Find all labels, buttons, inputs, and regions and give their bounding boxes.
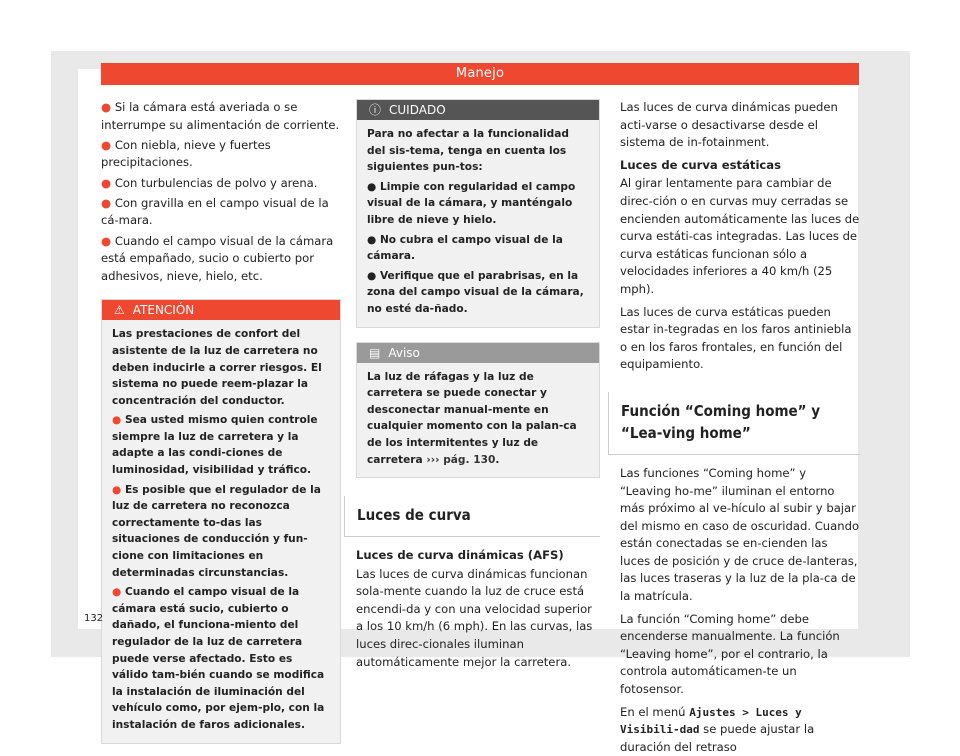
paragraph: Al girar lentamente para cambiar de direc-ción o en curvas muy cerradas se encienden automáticamente las luces de curva estáti-cas integradas. Las luces de curva estáticas funcionan sólo a velocidades inferiores a 40 km/h (25 mph). bbox=[620, 176, 860, 296]
list-item: ● Cuando el campo visual de la cámara está sucio, cubierto o dañado, el funciona-miento del regulador de la luz de carretera puede verse afectado. Esto es válido tam-bién cuando se modifica la instalación de iluminación del vehículo como, por ejem-plo, con la instalación de faros adicionales. bbox=[112, 586, 325, 731]
list-item: ● Es posible que el regulador de la luz de carretera no reconozca correctamente to-das las situaciones de conducción y fun-cione con limitaciones en determinadas circunstancias. bbox=[112, 483, 321, 579]
list-item: ● No cubra el campo visual de la cámara. bbox=[367, 233, 563, 263]
note-box-body: La luz de ráfagas y la luz de carretera se puede conectar y desconectar manual-mente en cualquier momento con la palan-ca de los intermitentes y luz de carretera ››› pág. 130. bbox=[367, 370, 577, 466]
warning-box-body: Las prestaciones de confort del asistente de la luz de carretera no deben inducirle a correr riesgos. El sistema no puede reem-plazar la concentración del conductor. ● Sea usted mismo quien controle siempre la luz de carretera y la adapte a las condi-ciones de luminosidad, visibilidad y tráfico. ● Es posible que el regulador de la luz de carretera no reconozca correctamente to-das las situaciones de conducción y fun-cione con limitaciones en determinadas circunstancias. ● Cuando el campo visual de la cámara está sucio, cubierto o dañado, el funciona-miento del regulador de la luz de carretera puede verse afectado. Esto es válido tam-bién cuando se modifica la instalación de iluminación del vehículo como, por ejem-plo, con la instalación de faros adicionales. bbox=[102, 320, 340, 742]
list-item: ● Si la cámara está averiada o se interrumpe su alimentación de corriente. bbox=[101, 100, 340, 132]
menu-path: Ajustes > Luces y Visibili-dad bbox=[620, 705, 802, 737]
paragraph: Las luces de curva dinámicas funcionan sola-mente cuando la luz de cruce está encendi-da y con una velocidad superior a los 10 km/h (6 mph). En las curvas, las luces direc-cionales iluminan automáticamente mejor la carretera. bbox=[356, 566, 593, 669]
bullet-icon: ● bbox=[101, 100, 115, 114]
bullet-icon: ● bbox=[367, 269, 380, 282]
note-icon: ▤ bbox=[369, 345, 381, 360]
paragraph: La función “Coming home” debe encenderse manualmente. La función “Leaving home”, por el contrario, la controla automáticamen-te un fotosensor. bbox=[620, 611, 840, 697]
caution-box bbox=[356, 99, 600, 328]
warning-box-header: ⚠ ATENCIÓN bbox=[102, 300, 340, 320]
bullet-icon: ● bbox=[101, 195, 115, 210]
subsection-title: Luces de curva estáticas bbox=[620, 157, 782, 172]
list-item: ● Con turbulencias de polvo y arena. bbox=[101, 175, 318, 190]
caution-box-header: ⓘ CUIDADO bbox=[357, 100, 599, 120]
list-item: ● Limpie con regularidad el campo visual de la cámara, y manténgalo libre de nieve y hielo. bbox=[367, 180, 576, 226]
note-box bbox=[356, 342, 600, 479]
column-left bbox=[101, 99, 341, 744]
section-title: Función “Coming home” y “Lea-ving home” bbox=[608, 392, 860, 455]
page-reference-link[interactable]: ››› pág. 130 bbox=[426, 453, 496, 466]
bullet-icon: ● bbox=[112, 586, 125, 599]
bullet-icon: ● bbox=[101, 175, 115, 190]
list-item: ● Con niebla, nieve y fuertes precipitaciones. bbox=[101, 137, 271, 170]
subsection-title: Luces de curva dinámicas (AFS) bbox=[356, 548, 564, 563]
chapter-header: Manejo bbox=[101, 63, 859, 85]
bullet-icon: ● bbox=[367, 180, 380, 193]
list-item: ● Con gravilla en el campo visual de la cá-mara. bbox=[101, 195, 329, 228]
paragraph: Las luces de curva estáticas pueden estar in-tegradas en los faros antiniebla o en los faros frontales, en función del equipamiento. bbox=[620, 304, 852, 372]
bullet-icon: ● bbox=[101, 137, 115, 152]
warning-box bbox=[101, 299, 341, 743]
warning-icon: ⚠ bbox=[114, 303, 125, 318]
bullet-icon: ● bbox=[112, 483, 125, 496]
bullet-icon: ● bbox=[367, 233, 380, 246]
info-circle-icon: ⓘ bbox=[369, 103, 382, 117]
paragraph: En el menú Ajustes > Luces y Visibili-dad se puede ajustar la duración del retraso bbox=[620, 704, 815, 754]
list-item: ● Cuando el campo visual de la cámara está empañado, sucio o cubierto por adhesivos, nieve, hielo, etc. bbox=[101, 233, 334, 283]
column-middle bbox=[356, 99, 600, 671]
list-item: ● Sea usted mismo quien controle siempre la luz de carretera y la adapte a las condi-ciones de luminosidad, visibilidad y tráfico. bbox=[112, 414, 318, 477]
paragraph: Las luces de curva dinámicas pueden acti-varse o desactivarse desde el sistema de in-fotainment. bbox=[620, 100, 838, 150]
list-item: ● Verifique que el parabrisas, en la zona del campo visual de la cámara, no esté da-ñado. bbox=[367, 269, 584, 315]
paragraph: Las funciones “Coming home” y “Leaving ho-me” iluminan el entorno más próximo al ve-hículo al subir y bajar del mismo en caso de oscuridad. Cuando están conectadas se en-cienden las luces de posición y de cruce de-lanteras, las luces traseras y la luz de la pla-ca de la matrícula. bbox=[620, 465, 860, 604]
page-number: 132 bbox=[84, 613, 104, 624]
section-title: Luces de curva bbox=[344, 496, 600, 537]
note-box-header: ▤ Aviso bbox=[357, 343, 599, 363]
bullet-icon: ● bbox=[101, 233, 115, 248]
bullet-icon: ● bbox=[112, 414, 125, 427]
column-right bbox=[620, 99, 860, 756]
caution-box-body: Para no afectar a la funcionalidad del sis-tema, tenga en cuenta los siguientes pun-tos: ● Limpie con regularidad el campo visual de la cámara, y manténgalo libre de nieve y hielo. ● No cubra el campo visual de la cámara. ● Verifique que el parabrisas, en la zona del campo visual de la cámara, no esté da-ñado. bbox=[357, 120, 599, 327]
